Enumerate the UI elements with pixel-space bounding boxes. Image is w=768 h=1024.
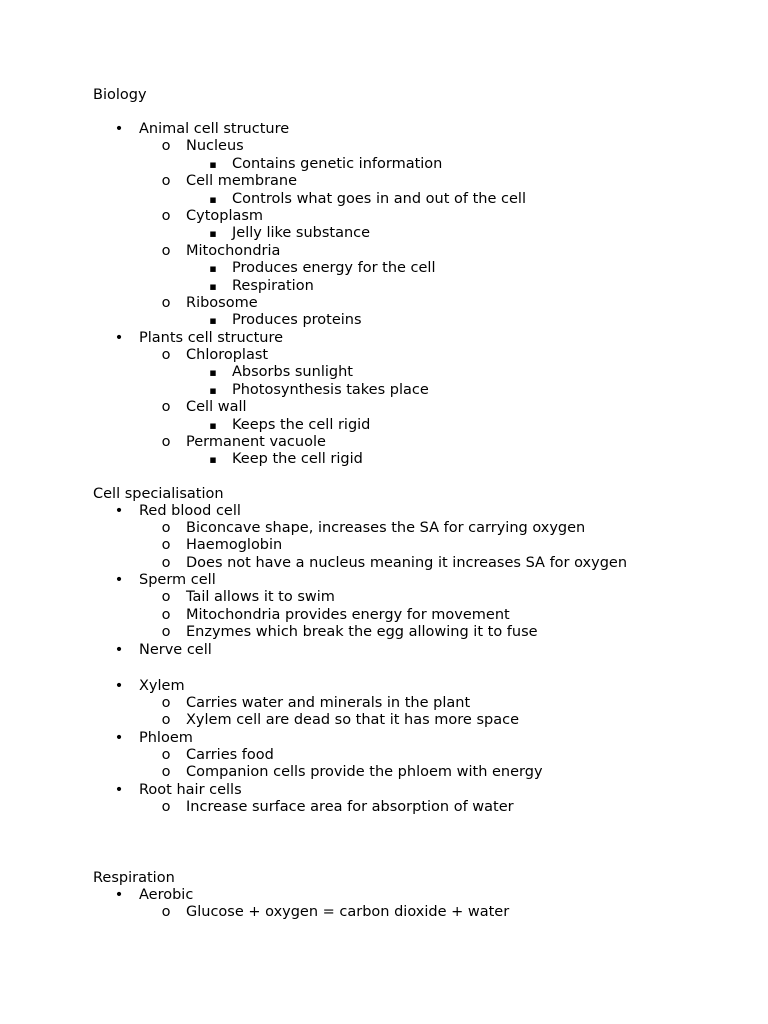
bullet-marker-icon: o <box>161 537 171 554</box>
list-item <box>0 225 768 242</box>
bullet-marker-icon: o <box>161 554 171 571</box>
list-item-text: Contains genetic information <box>232 155 443 172</box>
bullet-marker-icon: • <box>114 677 124 694</box>
list-item-text: Nucleus <box>186 138 244 155</box>
list-item <box>0 678 768 695</box>
list-item <box>0 747 768 764</box>
bullet-marker-icon: o <box>161 434 171 451</box>
list-item <box>0 173 768 190</box>
list-item-text: Cytoplasm <box>186 207 264 224</box>
list-item-text: Mitochondria <box>186 242 281 259</box>
list-item-text: Haemoglobin <box>186 537 283 554</box>
bullet-marker-icon: o <box>161 399 171 416</box>
list-item-text: Tail allows it to swim <box>186 589 335 606</box>
list-item <box>0 782 768 799</box>
bullet-marker-icon: o <box>161 799 171 816</box>
bullet-marker-icon: o <box>161 747 171 764</box>
list-item <box>0 642 768 659</box>
document-title-block <box>0 87 768 104</box>
list-item-text: Controls what goes in and out of the cell <box>232 190 526 207</box>
bullet-marker-icon: o <box>161 694 171 711</box>
list-item <box>0 138 768 155</box>
bullet-marker-icon: o <box>161 712 171 729</box>
list-item <box>0 121 768 138</box>
list-item <box>0 503 768 520</box>
list-item <box>0 399 768 416</box>
list-item-text: Chloroplast <box>186 347 269 364</box>
list-item <box>0 434 768 451</box>
list-item <box>0 208 768 225</box>
list-item <box>0 555 768 572</box>
list-item-text: Xylem <box>139 677 185 694</box>
bullet-marker-icon: • <box>114 887 124 903</box>
list-item-text: Produces energy for the cell <box>232 260 436 277</box>
bullet-marker-icon: o <box>161 138 171 155</box>
list-item <box>0 904 768 921</box>
bullet-marker-icon: o <box>161 173 171 190</box>
list-item-text: Cell membrane <box>186 173 298 190</box>
list-item <box>0 799 768 816</box>
list-item-text: Phloem <box>139 729 193 746</box>
list-item-text: Aerobic <box>139 887 194 903</box>
bullet-marker-icon: • <box>114 502 124 519</box>
list-item <box>0 364 768 381</box>
bullet-marker-icon: o <box>161 519 171 536</box>
list-item-text: Carries water and minerals in the plant <box>186 694 471 711</box>
list-item <box>0 156 768 173</box>
bullet-marker-icon: ▪ <box>209 157 217 171</box>
list-item <box>0 695 768 712</box>
list-item <box>0 572 768 589</box>
list-item-text: Does not have a nucleus meaning it increases SA for oxygen <box>186 554 628 571</box>
bullet-marker-icon: o <box>161 242 171 259</box>
list-item-text: Photosynthesis takes place <box>232 381 429 398</box>
list-item-text: Respiration <box>232 277 314 294</box>
list-item-text: Plants cell structure <box>139 329 284 346</box>
list-item <box>0 624 768 641</box>
list-item-text: Cell wall <box>186 399 247 416</box>
bullet-marker-icon: • <box>114 729 124 746</box>
list-item-text: Root hair cells <box>139 781 242 798</box>
transport-cells-list <box>0 678 768 817</box>
list-item-text: Jelly like substance <box>232 225 371 242</box>
respiration-heading-block <box>0 870 768 887</box>
bullet-marker-icon: ▪ <box>209 314 217 328</box>
list-item <box>0 730 768 747</box>
list-item <box>0 278 768 295</box>
bullet-marker-icon: ▪ <box>209 418 217 432</box>
list-item-text: Keep the cell rigid <box>232 451 363 468</box>
bullet-marker-icon: ▪ <box>209 383 217 397</box>
list-item <box>0 312 768 329</box>
list-item <box>0 451 768 468</box>
list-item <box>0 887 768 904</box>
bullet-marker-icon: ▪ <box>209 227 217 241</box>
section-heading: Respiration <box>93 870 175 886</box>
respiration-list <box>0 887 768 922</box>
list-item <box>0 243 768 260</box>
list-item-text: Ribosome <box>186 294 258 311</box>
bullet-marker-icon: ▪ <box>209 366 217 380</box>
bullet-marker-icon: o <box>161 207 171 224</box>
list-item-text: Glucose + oxygen = carbon dioxide + water <box>186 904 510 921</box>
list-item <box>0 764 768 781</box>
list-item <box>0 382 768 399</box>
list-item-text: Keeps the cell rigid <box>232 416 371 433</box>
list-item-text: Produces proteins <box>232 312 362 329</box>
bullet-marker-icon: ▪ <box>209 192 217 206</box>
section-heading: Cell specialisation <box>93 485 224 502</box>
list-item <box>0 520 768 537</box>
list-item <box>0 417 768 434</box>
animal-plant-cell-list <box>0 121 768 469</box>
bullet-marker-icon: • <box>114 329 124 346</box>
bullet-marker-icon: ▪ <box>209 279 217 293</box>
list-item <box>0 712 768 729</box>
list-item <box>0 295 768 312</box>
bullet-marker-icon: o <box>161 764 171 781</box>
list-item-text: Red blood cell <box>139 502 241 519</box>
bullet-marker-icon: o <box>161 347 171 364</box>
document-title: Biology <box>93 87 147 103</box>
cell-specialisation-heading-block <box>0 486 768 503</box>
bullet-marker-icon: o <box>161 606 171 623</box>
list-item <box>0 347 768 364</box>
list-item-text: Animal cell structure <box>139 121 290 137</box>
list-item <box>0 191 768 208</box>
bullet-marker-icon: ▪ <box>209 262 217 276</box>
bullet-marker-icon: • <box>114 121 124 137</box>
list-item <box>0 260 768 277</box>
list-item <box>0 330 768 347</box>
list-item-text: Increase surface area for absorption of water <box>186 799 514 816</box>
list-item-text: Biconcave shape, increases the SA for carrying oxygen <box>186 519 586 536</box>
list-item <box>0 589 768 606</box>
list-item-text: Permanent vacuole <box>186 434 326 451</box>
bullet-marker-icon: • <box>114 641 124 658</box>
bullet-marker-icon: o <box>161 904 171 921</box>
bullet-marker-icon: • <box>114 781 124 798</box>
list-item <box>0 537 768 554</box>
cell-specialisation-list <box>0 503 768 660</box>
bullet-marker-icon: o <box>161 294 171 311</box>
list-item-text: Companion cells provide the phloem with energy <box>186 764 543 781</box>
list-item-text: Carries food <box>186 747 274 764</box>
list-item-text: Xylem cell are dead so that it has more space <box>186 712 519 729</box>
list-item-text: Mitochondria provides energy for movement <box>186 606 510 623</box>
list-item-text: Sperm cell <box>139 572 216 589</box>
bullet-marker-icon: • <box>114 572 124 589</box>
list-item-text: Enzymes which break the egg allowing it to fuse <box>186 624 538 641</box>
bullet-marker-icon: o <box>161 624 171 641</box>
bullet-marker-icon: ▪ <box>209 453 217 467</box>
list-item-text: Nerve cell <box>139 641 212 658</box>
bullet-marker-icon: o <box>161 589 171 606</box>
list-item <box>0 607 768 624</box>
list-item-text: Absorbs sunlight <box>232 364 353 381</box>
